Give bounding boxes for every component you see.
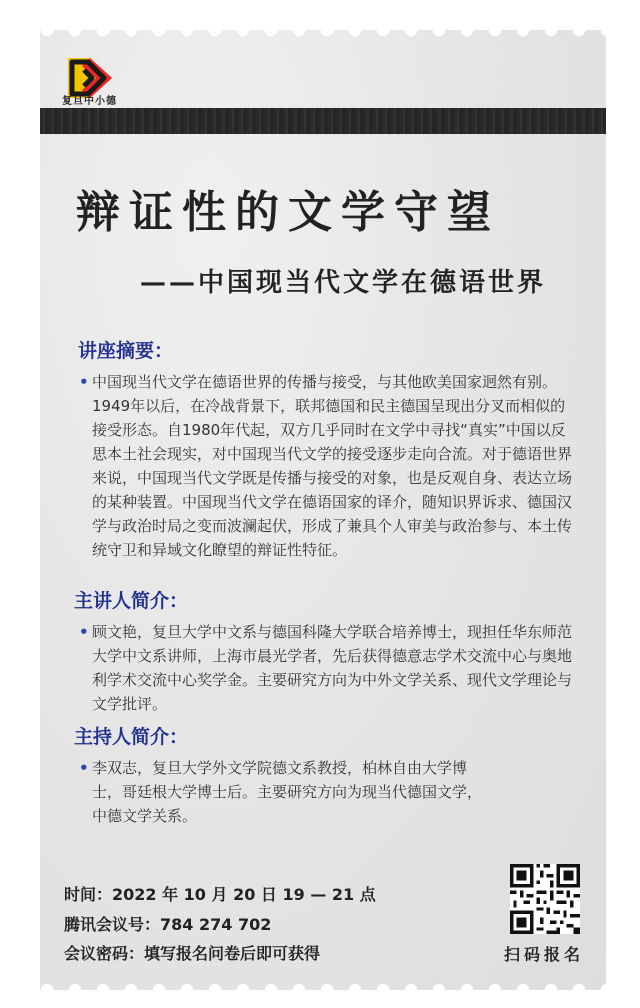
summary-heading: 讲座摘要： [78, 340, 174, 362]
event-time: 时间：2022 年 10 月 20 日 19 — 21 点 [64, 885, 376, 904]
speaker-text: 顾文艳，复旦大学中文系与德国科隆大学联合培养博士，现担任华东师范大学中文系讲师，上海市晨光学者，先后获得德意志学术交流中心与奥地利学术交流中心奖学金。主要研究方向为中外文学关系、现代文学理论与文学批评。 [92, 623, 573, 713]
scalloped-bottom-edge [40, 978, 606, 990]
meeting-password: 会议密码：填写报名问卷后即可获得 [64, 944, 321, 963]
logo-text: 复旦中小德 [62, 96, 117, 107]
qr-code-icon[interactable] [510, 864, 580, 934]
page-title: 辩证性的文学守望 [76, 187, 500, 238]
header-band [40, 108, 606, 134]
speaker-heading: 主讲人简介： [74, 590, 189, 612]
bullet-icon: • [79, 373, 89, 391]
qr-label: 扫码报名 [504, 945, 585, 964]
summary-text: 中国现当代文学在德语世界的传播与接受，与其他欧美国家迥然有别。1949年以后，在冷战背景下，联邦德国和民主德国呈现出分叉而相似的接受形态。自1980年代起，双方几乎同时在文学中寻找“真实”中国以反思本土社会现实，对中国现当代文学的接受逐步走向合流。对于德语世界来说，中国现当代文学既是传播与接受的对象，也是反观自身、表达立场的某种装置。中国现当代文学在德语国家的译介，随知识界诉求、德国汉学与政治时局之变而波澜起伏，形成了兼具个人审美与政治参与、本土传统守卫和异域文化瞭望的辩证性特征。 [92, 373, 573, 559]
summary-paragraph [79, 370, 576, 562]
scalloped-top-edge [40, 30, 606, 42]
bullet-icon: • [79, 623, 89, 641]
host-text: 李双志，复旦大学外文学院德文系教授，柏林自由大学博士，哥廷根大学博士后。主要研究方向为现当代德国文学，中德文学关系。 [92, 759, 483, 825]
speaker-paragraph [79, 620, 576, 716]
page-subtitle: ——中国现当代文学在德语世界 [140, 268, 547, 298]
meeting-id: 腾讯会议号：784 274 702 [64, 915, 272, 934]
host-heading: 主持人简介： [74, 726, 189, 748]
host-paragraph [79, 756, 484, 828]
bullet-icon: • [79, 759, 89, 777]
